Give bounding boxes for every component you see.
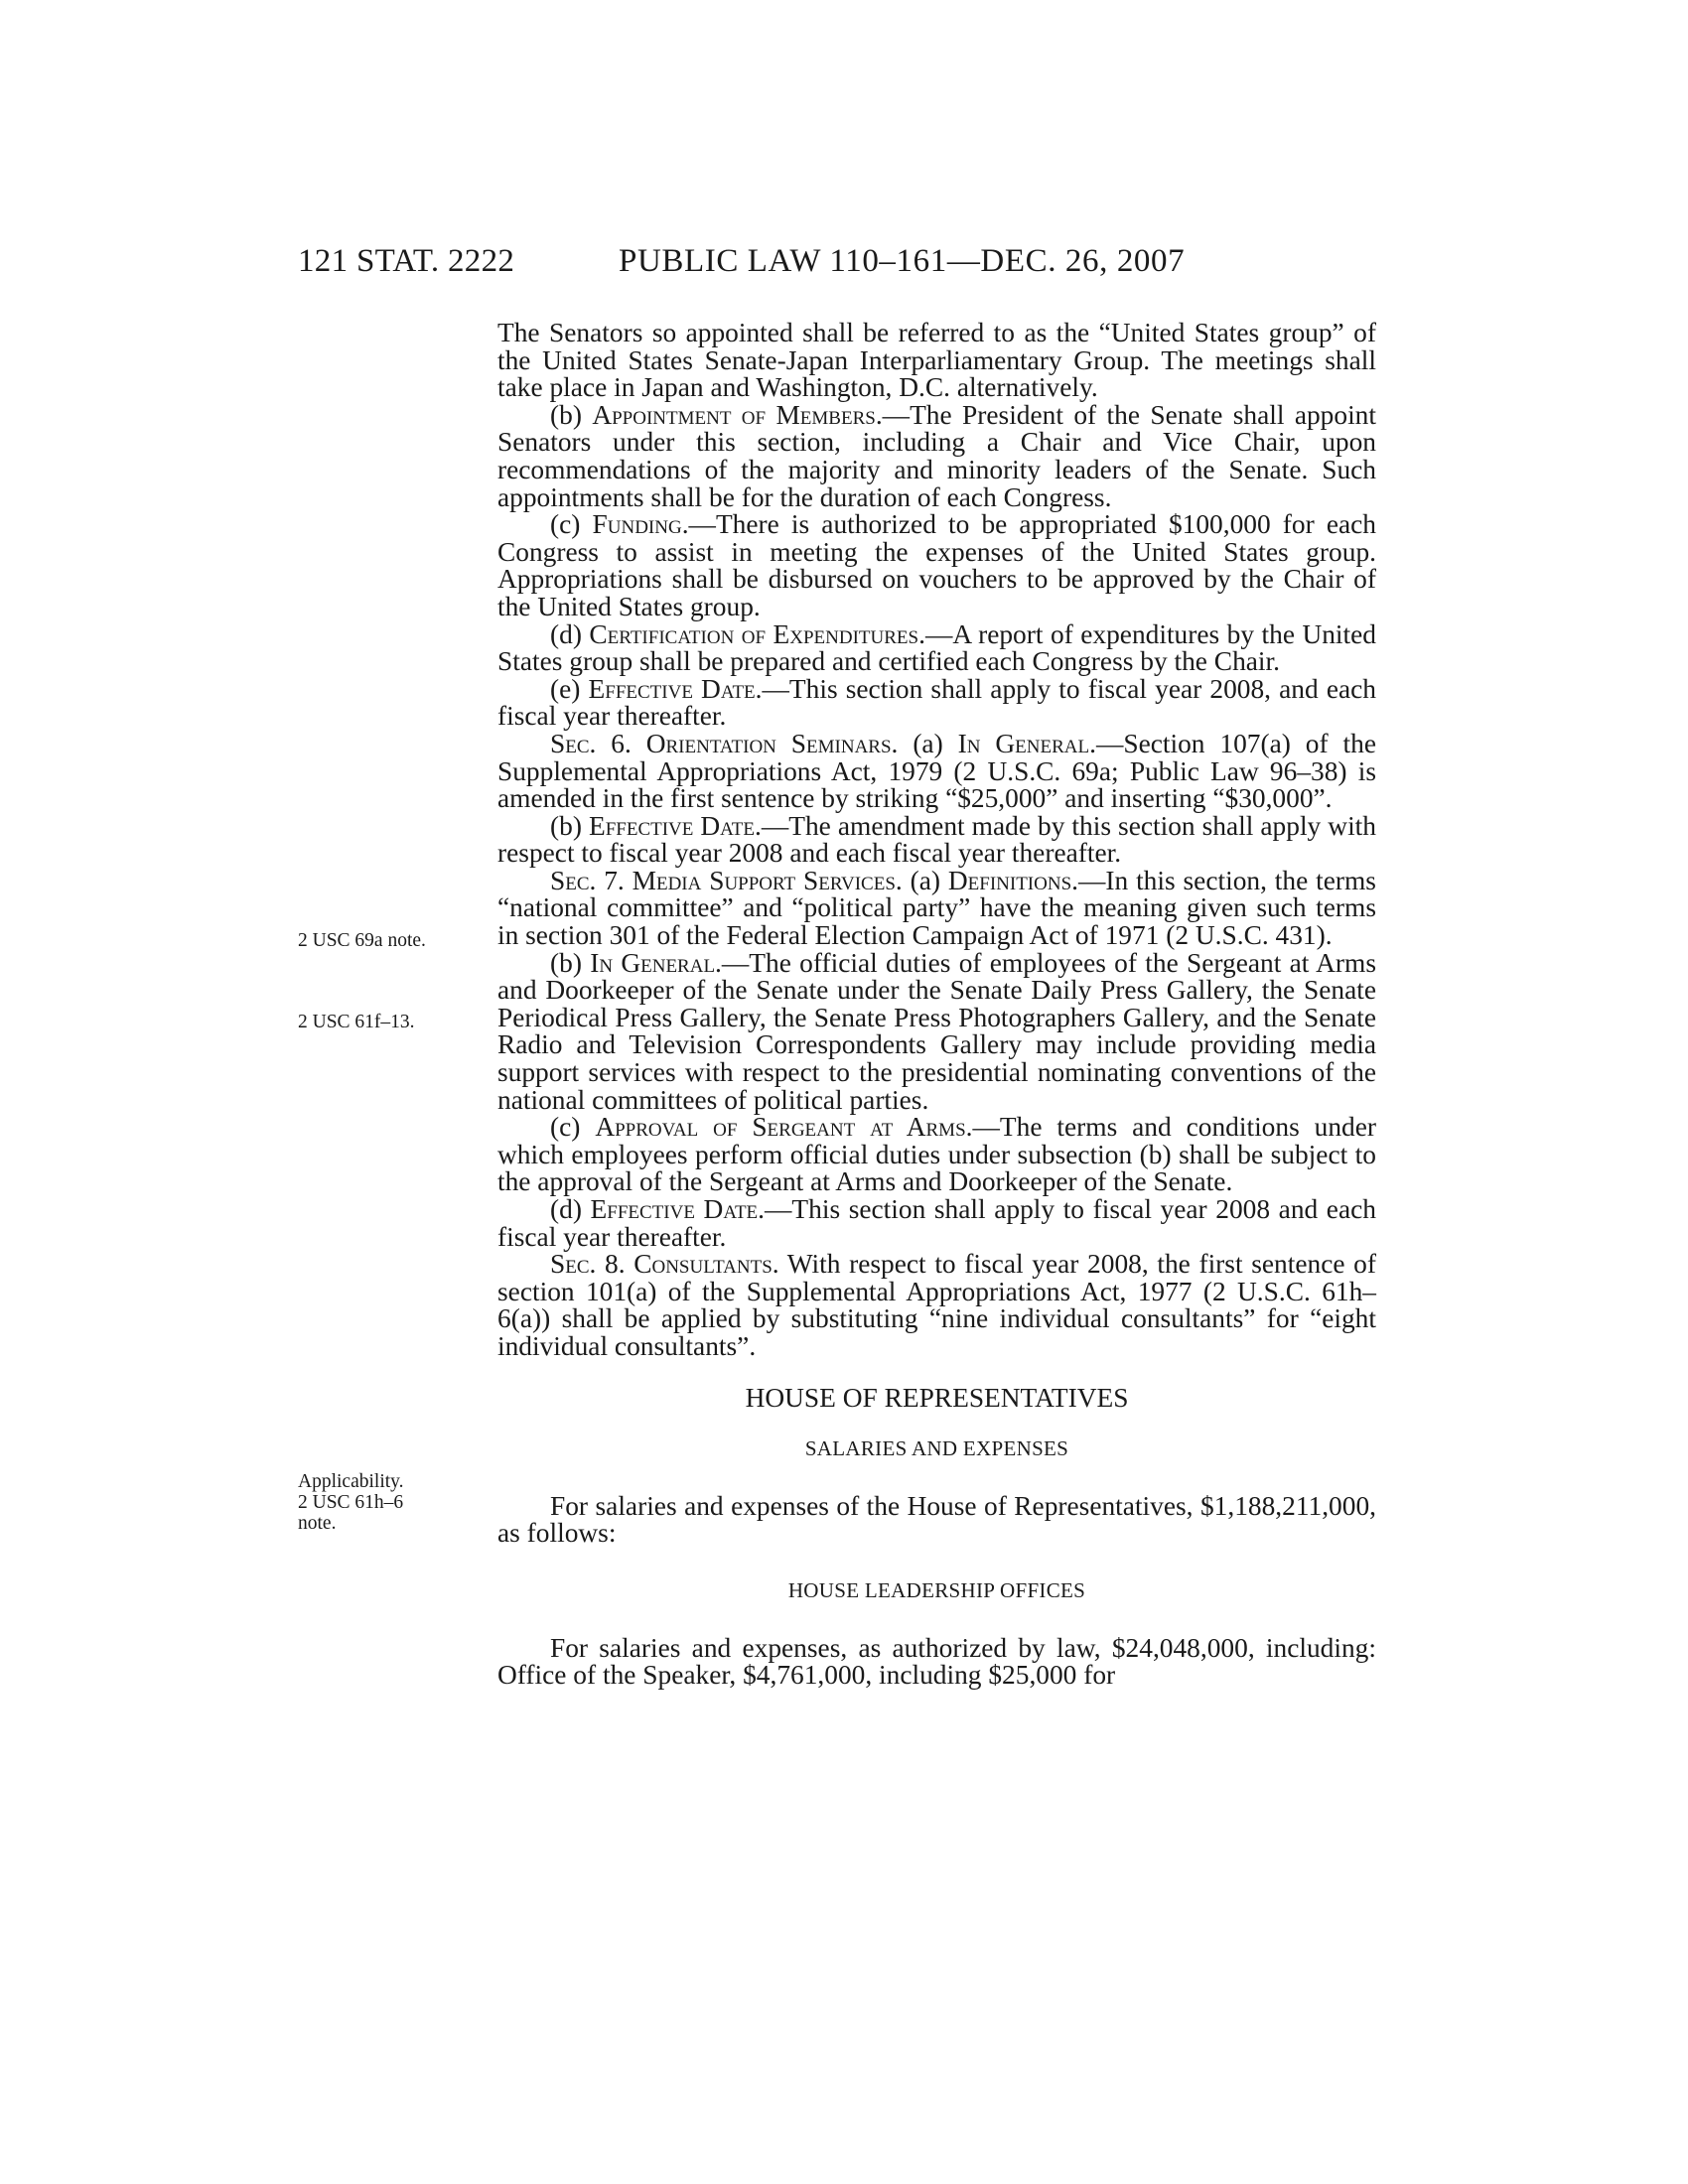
heading-house: HOUSE OF REPRESENTATIVES	[745, 1382, 1129, 1413]
page-header	[0, 243, 1688, 293]
margin-note-3-line1: Applicability.	[298, 1471, 404, 1492]
paragraph: (e) Effective Date.—This section shall apply to fiscal year 2008, and each fiscal year thereafter.	[497, 673, 1376, 732]
heading-salaries: SALARIES AND EXPENSES	[804, 1436, 1069, 1461]
subsection-heading: Approval of Sergeant at Arms	[595, 1112, 966, 1143]
heading-leadership: HOUSE LEADERSHIP OFFICES	[787, 1577, 1086, 1602]
section-paragraph: Sec. 6. Orientation Seminars. (a) In General.—Section 107(a) of the Supplemental Appropriations Act, 1979 (2 U.S.C. 69a; Public Law 96–38) is amended in the first sentence by striking “$25,000” and inserting “$30,000”.	[497, 728, 1376, 814]
paragraph: (b) Appointment of Members.—The President of the Senate shall appoint Senators under this section, including a Chair and Vice Chair, upon recommendations of the majority and minority leaders of the Senate. Such appointments shall be for the duration of each Congress.	[497, 399, 1376, 512]
subsection-heading: Effective Date	[588, 673, 756, 704]
margin-note-3	[298, 1471, 467, 1534]
section-paragraph: Sec. 8. Consultants. With respect to fiscal year 2008, the first sentence of section 101(a) of the Supplemental Appropriations Act, 1977 (2 U.S.C. 61h–6(a)) shall be applied by substituting “nine individual consultants” for “eight individual consultants”.	[497, 1249, 1376, 1361]
subsection-heading: Certification of Expenditures	[589, 618, 919, 649]
paragraph: (b) Effective Date.—The amendment made by this section shall apply with respect to fiscal year 2008 and each fiscal year thereafter.	[497, 810, 1376, 869]
subsection-heading: Effective Date	[588, 810, 756, 841]
subsection-heading: Appointment of Members	[592, 399, 876, 430]
section-heading: Sec. 6. Orientation Seminars.	[550, 728, 899, 758]
paragraph: (c) Approval of Sergeant at Arms.—The terms and conditions under which employees perform official duties under subsection (b) shall be subject to the approval of the Sergeant at Arms and Doorkeeper of the Senate.	[497, 1112, 1376, 1197]
paragraph: For salaries and expenses of the House of Representatives, $1,188,211,000, as follows:	[497, 1490, 1376, 1549]
margin-note-3-line2: 2 USC 61h–6	[298, 1492, 404, 1513]
subsection-heading: Effective Date	[590, 1194, 759, 1224]
subsection-heading: In General	[957, 728, 1090, 758]
paragraph: (c) Funding.—There is authorized to be appropriated $100,000 for each Congress to assist in meeting the expenses of the United States group. Appropriations shall be disbursed on vouchers to be approved by the Chair of the United States group.	[497, 509, 1377, 621]
margin-note-2: 2 USC 61f–13.	[298, 1012, 415, 1032]
paragraph: (b) In General.—The official duties of employees of the Sergeant at Arms and Doorkeeper of the Senate under the Senate Daily Press Gallery, the Senate Periodical Press Gallery, the Senate Press Photographers Gallery, and the Senate Radio and Television Correspondents Gallery may include providing media support services with respect to the presidential nominating conventions of the national committees of political parties.	[497, 947, 1376, 1115]
subsection-heading: Definitions	[947, 865, 1072, 895]
paragraph: (d) Effective Date.—This section shall apply to fiscal year 2008 and each fiscal year thereafter.	[497, 1194, 1376, 1252]
main-text	[497, 320, 1376, 1690]
margin-note-1: 2 USC 69a note.	[298, 930, 426, 951]
paragraph: The Senators so appointed shall be referred to as the “United States group” of the United States Senate-Japan Interparliamentary Group. The meetings shall take place in Japan and Washington, D.C. alternatively.	[497, 318, 1376, 403]
running-head: PUBLIC LAW 110–161—DEC. 26, 2007	[619, 243, 1186, 279]
section-paragraph: Sec. 7. Media Support Services. (a) Definitions.—In this section, the terms “national committee” and “political party” have the meaning given such terms in section 301 of the Federal Election Campaign Act of 1971 (2 U.S.C. 431).	[497, 865, 1376, 951]
margin-note-3-line3: note.	[298, 1513, 337, 1534]
section-heading: Sec. 7. Media Support Services.	[550, 865, 903, 895]
paragraph: (d) Certification of Expenditures.—A report of expenditures by the United States group shall be prepared and certified each Congress by the Chair.	[497, 618, 1376, 677]
paragraph: For salaries and expenses, as authorized by law, $24,048,000, including: Office of the Speaker, $4,761,000, including $25,000 for	[497, 1632, 1376, 1691]
statute-page-number: 121 STAT. 2222	[298, 243, 515, 279]
subsection-heading: Funding	[592, 509, 682, 540]
section-heading: Sec. 8. Consultants.	[550, 1249, 779, 1280]
subsection-heading: In General	[590, 947, 716, 978]
